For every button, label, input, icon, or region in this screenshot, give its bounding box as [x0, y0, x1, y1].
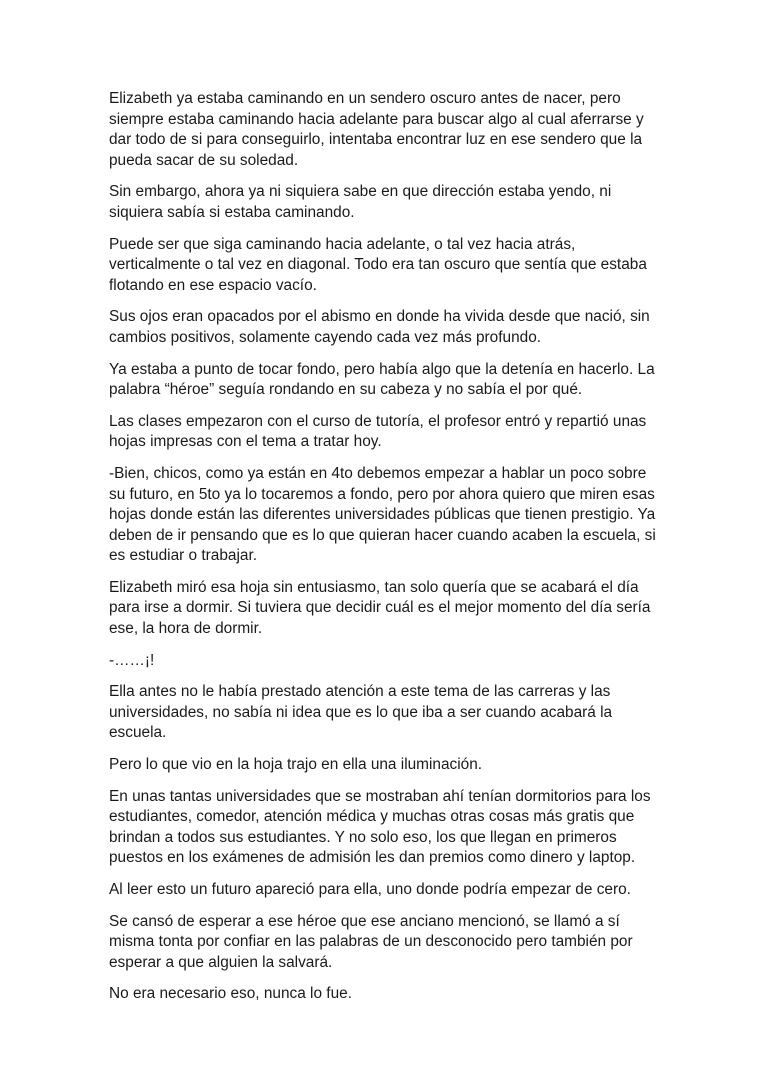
- paragraph: -……¡!: [109, 651, 155, 669]
- paragraph: Pero lo que vio en la hoja trajo en ella una iluminación.: [109, 756, 483, 774]
- document-body: [109, 89, 657, 1016]
- paragraph: Puede ser que siga caminando hacia adelante, o tal vez hacia atrás, verticalmente o tal vez en diagonal. Todo era tan oscuro que sentía que estaba flotando en ese espacio vacío.: [109, 235, 647, 294]
- paragraph: Elizabeth miró esa hoja sin entusiasmo, tan solo quería que se acabará el día para irse a dormir. Si tuviera que decidir cuál es el mejor momento del día sería ese, la hora de dormir.: [109, 578, 651, 638]
- paragraph: No era necesario eso, nunca lo fue.: [109, 985, 352, 1003]
- paragraph: Sin embargo, ahora ya ni siquiera sabe en que dirección estaba yendo, ni siquiera sabía si estaba caminando.: [109, 183, 612, 221]
- paragraph: Ya estaba a punto de tocar fondo, pero había algo que la detenía en hacerlo. La palabra “héroe” seguía rondando en su cabeza y no sabía el por qué.: [109, 360, 655, 399]
- paragraph: Ella antes no le había prestado atención a este tema de las carreras y las universidades, no sabía ni idea que es lo que iba a ser cuando acabará la escuela.: [109, 683, 613, 742]
- paragraph: Al leer esto un futuro apareció para ella, uno donde podría empezar de cero.: [109, 881, 631, 898]
- paragraph: Las clases empezaron con el curso de tutoría, el profesor entró y repartió unas hojas impresas con el tema a tratar hoy.: [109, 412, 647, 451]
- paragraph: -Bien, chicos, como ya están en 4to debemos empezar a hablar un poco sobre su futuro, en 5to ya lo tocaremos a fondo, pero por ahora quiero que miren esas hojas donde están las diferentes universidades públicas que tienen prestigio. Ya deben de ir pensando que es lo que quieran hacer cuando acaben la escuela, si es estudiar o trabajar.: [109, 464, 656, 565]
- paragraph: Elizabeth ya estaba caminando en un sendero oscuro antes de nacer, pero siempre estaba caminando hacia adelante para buscar algo al cual aferrarse y dar todo de si para conseguirlo, intentaba encontrar luz en ese sendero que la pueda sacar de su soledad.: [109, 90, 644, 169]
- paragraph: En unas tantas universidades que se mostraban ahí tenían dormitorios para los estudiantes, comedor, atención médica y muchas otras cosas más gratis que brindan a todos sus estudiantes. Y no solo eso, los que llegan en primeros puestos en los exámenes de admisión les dan premios como dinero y laptop.: [109, 787, 651, 867]
- paragraph: Sus ojos eran opacados por el abismo en donde ha vivida desde que nació, sin cambios positivos, solamente cayendo cada vez más profundo.: [109, 308, 650, 346]
- paragraph: Se cansó de esperar a ese héroe que ese anciano mencionó, se llamó a sí misma tonta por confiar en las palabras de un desconocido pero también por esperar a que alguien la salvará.: [109, 912, 633, 971]
